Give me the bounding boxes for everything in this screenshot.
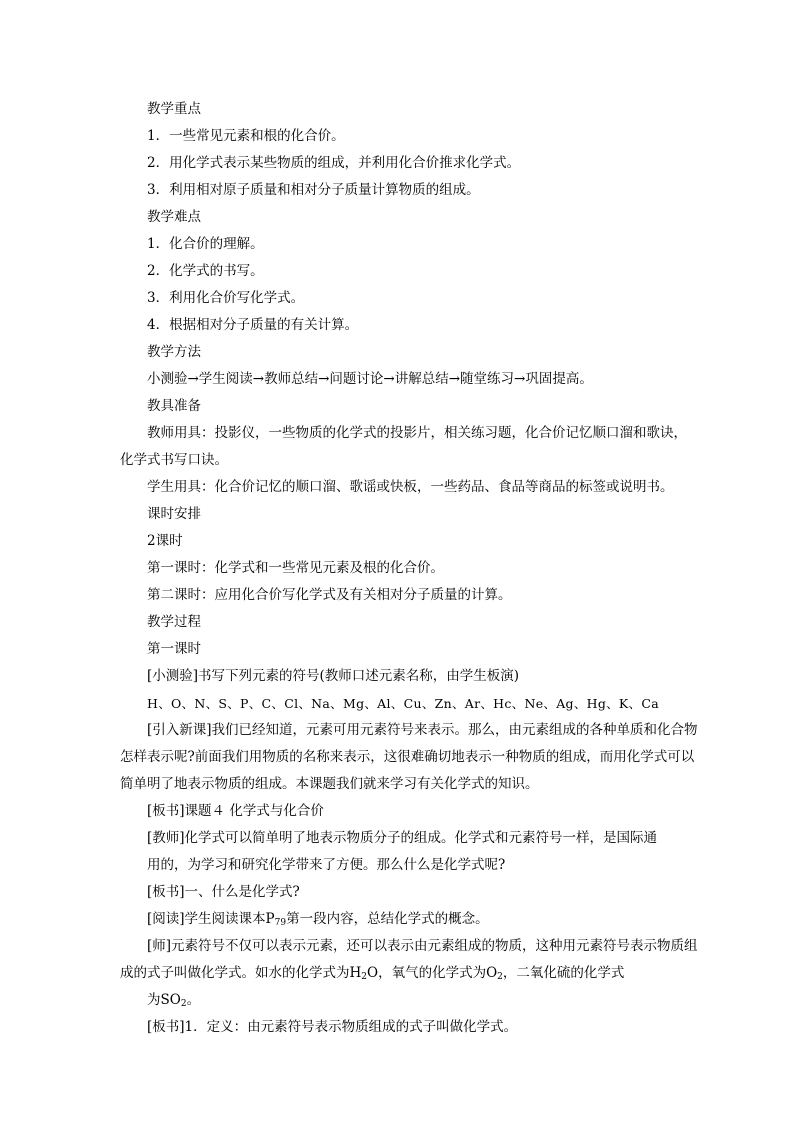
process-intro: [引入新课]我们已经知道，元素可用元素符号来表示。那么，由元素组成的各种单质和化合物怎样表示呢?前面我们用物质的名称来表示，这很难确切地表示一种物质的组成，而用化学式可以简单明了地表示物质的组成。本课题我们就来学习有关化学式的知识。 [120, 722, 698, 792]
so2-end: 。 [186, 992, 201, 1008]
tools-student: 学生用具：化合价记忆的顺口溜、歌谣或快板，一些药品、食品等商品的标签或说明书。 [147, 479, 674, 495]
reading-page-sub: 79 [274, 918, 287, 928]
schedule-first: 第一课时：化学式和一些常见元素及根的化合价。 [147, 560, 444, 576]
heading-difficulties: 教学难点 [147, 209, 201, 225]
reading-post: 第一段内容，总结化学式的概念。 [286, 911, 489, 927]
board-definition: [板书]1．定义：由元素符号表示物质组成的式子叫做化学式。 [147, 1019, 518, 1035]
so2-pre: 为 [147, 992, 161, 1008]
heading-tools: 教具准备 [147, 398, 201, 414]
difficulty-3: 3．利用化合价写化学式。 [147, 290, 305, 306]
so2-formula-sub: 2 [180, 999, 187, 1009]
so2-text: ，二氧化硫的化学式 [502, 965, 625, 981]
key-point-1: 1．一些常见元素和根的化合价。 [147, 128, 345, 144]
teacher-line-1: [教师]化学式可以简单明了地表示物质分子的组成。化学式和元素符号一样，是国际通 [147, 830, 658, 846]
water-formula-tail: O，氧气的化学式为 [367, 965, 487, 981]
water-formula-main: H [349, 965, 362, 981]
heading-process: 教学过程 [147, 614, 201, 630]
difficulty-2: 2．化学式的书写。 [147, 263, 264, 279]
reading-line [120, 906, 700, 933]
heading-methods: 教学方法 [147, 344, 201, 360]
shi-text: [师]元素符号不仅可以表示元素，还可以表示由元素组成的物质，这种用元素符号表示物质组成的式子叫做化学式。如水的化学式为 [120, 938, 698, 981]
water-formula-sub: 2 [361, 972, 368, 982]
process-lesson: 第一课时 [147, 641, 201, 657]
heading-schedule: 课时安排 [147, 506, 201, 522]
difficulty-1: 1．化合价的理解。 [147, 236, 264, 252]
heading-key-points: 教学重点 [147, 101, 201, 117]
oxygen-formula-main: O [486, 965, 498, 981]
oxygen-formula-sub: 2 [497, 972, 503, 982]
so2-formula-main: SO [160, 992, 181, 1008]
tools-teacher: 教师用具：投影仪，一些物质的化学式的投影片，相关练习题，化合价记忆顺口溜和歌诀，化学式书写口诀。 [120, 425, 687, 468]
reading-page: P [265, 911, 275, 927]
process-quiz: [小测验]书写下列元素的符号(教师口述元素名称，由学生板演) [147, 668, 520, 684]
schedule-total: 2课时 [147, 533, 183, 549]
methods-text: 小测验→学生阅读→教师总结→问题讨论→讲解总结→随堂练习→巩固提高。 [147, 371, 593, 387]
reading-pre: [阅读]学生阅读课本 [147, 911, 266, 927]
process-elements: H、O、N、S、P、C、Cl、Na、Mg、Al、Cu、Zn、Ar、Hc、Ne、Ag、Hg、K、Ca [147, 696, 659, 711]
shi-paragraph [120, 933, 700, 987]
difficulty-4: 4．根据相对分子质量的有关计算。 [147, 317, 359, 333]
so2-line [120, 987, 700, 1014]
schedule-second: 第二课时：应用化合价写化学式及有关相对分子质量的计算。 [147, 587, 512, 603]
board-question: [板书]一、什么是化学式? [147, 884, 300, 900]
key-point-3: 3．利用相对原子质量和相对分子质量计算物质的组成。 [147, 182, 480, 198]
key-point-2: 2．用化学式表示某些物质的组成，并利用化合价推求化学式。 [147, 155, 521, 171]
teacher-line-2: 用的，为学习和研究化学带来了方便。那么什么是化学式呢? [147, 857, 506, 873]
document-body [120, 96, 700, 1041]
board-title: [板书]课题４ 化学式与化合价 [147, 803, 324, 819]
